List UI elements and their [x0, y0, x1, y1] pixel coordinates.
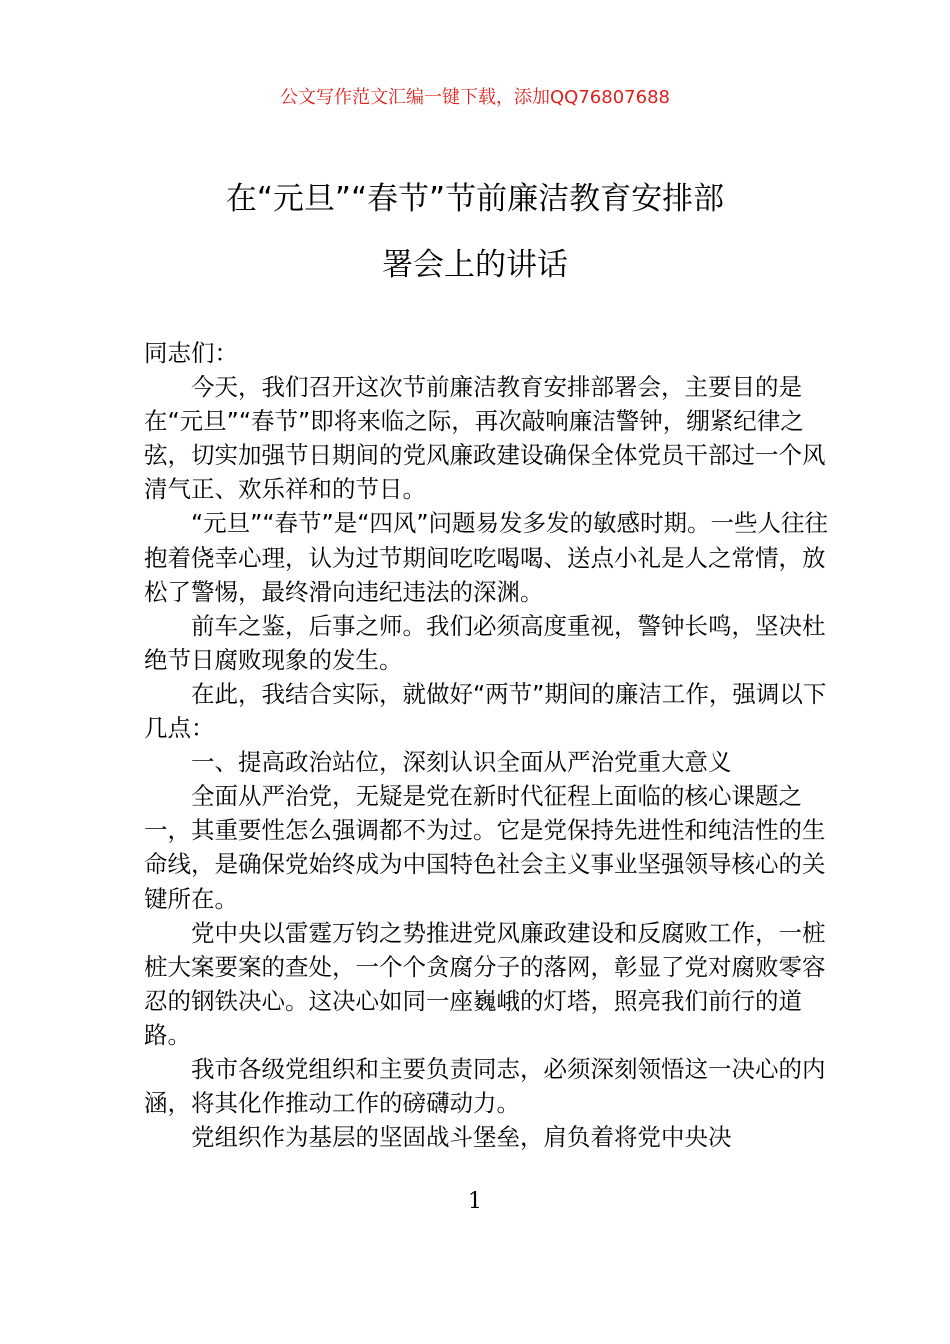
salutation: 同志们：: [144, 339, 238, 367]
paragraph-2: “元旦”“春节”是“四风”问题易发多发的敏感时期。一些人往往抱着侥幸心理，认为过节期间吃吃喝喝、送点小礼是人之常情，放松了警惕，最终滑向违纪违法的深渊。: [144, 509, 829, 606]
section-heading-1: 一、提高政治站位，深刻认识全面从严治党重大意义: [191, 748, 732, 777]
paragraph-3: 前车之鉴，后事之师。我们必须高度重视，警钟长鸣，坚决杜绝节日腐败现象的发生。: [144, 611, 826, 674]
document-title: [120, 166, 830, 298]
section-paragraph-2: 党中央以雷霆万钧之势推进党风廉政建设和反腐败工作，一桩桩大案要案的查处，一个个贪腐分子的落网，彰显了党对腐败零容忍的钢铁决心。这决心如同一座巍峨的灯塔，照亮我们前行的道路。: [144, 918, 826, 1049]
title-line-1: 在“元旦”“春节”节前廉洁教育安排部: [225, 181, 725, 217]
page-number: 1: [468, 1189, 482, 1214]
section-paragraph-1: 全面从严治党，无疑是党在新时代征程上面临的核心课题之一，其重要性怎么强调都不为过。它是党保持先进性和纯洁性的生命线，是确保党始终成为中国特色社会主义事业坚强领导核心的关键所在。: [144, 782, 826, 913]
section-paragraph-4: 党组织作为基层的坚固战斗堡垒，肩负着将党中央决: [191, 1123, 732, 1152]
paragraph-1: 今天，我们召开这次节前廉洁教育安排部署会，主要目的是在“元旦”“春节”即将来临之际，再次敲响廉洁警钟，绷紧纪律之弦，切实加强节日期间的党风廉政建设确保全体党员干部过一个风清气正、欢乐祥和的节日。: [144, 373, 826, 504]
paragraph-4: 在此，我结合实际，就做好“两节”期间的廉洁工作，强调以下几点：: [144, 679, 827, 743]
title-line-2: 署会上的讲话: [382, 247, 568, 283]
section-paragraph-3: 我市各级党组织和主要负责同志，必须深刻领悟这一决心的内涵，将其化作推动工作的磅礴动力。: [144, 1054, 826, 1118]
document-body: [144, 336, 834, 1154]
download-notice: 公文写作范文汇编一键下载，添加QQ76807688: [280, 87, 670, 108]
